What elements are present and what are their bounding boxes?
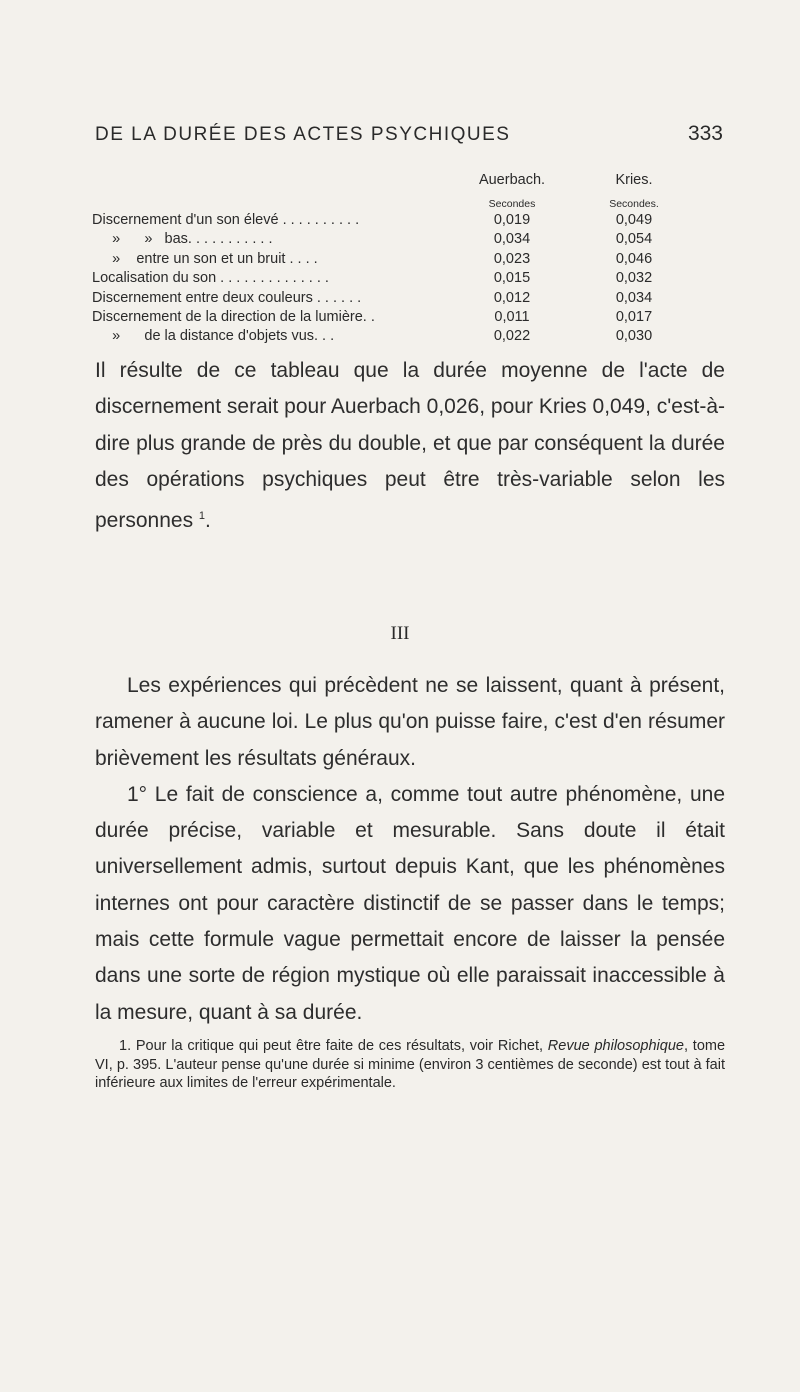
row-label: » de la distance d'objets vus. . . xyxy=(92,328,335,345)
table-body xyxy=(92,212,732,348)
table-row xyxy=(92,270,732,289)
unit-kries: Secondes. xyxy=(609,198,659,210)
auerbach-value: 0,012 xyxy=(493,289,531,306)
row-label: » » bas. . . . . . . . . . . xyxy=(92,231,273,248)
table-header xyxy=(92,172,732,212)
row-label: Discernement entre deux couleurs . . . . . . xyxy=(92,289,362,306)
paragraph-point-1: 1° Le fait de conscience a, comme tout autre phénomène, une durée précise, variable et mesurable. Sans doute il était universellement admis, surtout depuis Kant, que les phénomènes internes ont pour caractère distinctif de se passer dans le temps; mais cette formule vague permettait encore de laisser la pensée dans une sorte de région mystique où elle paraissait inaccessible à la mesure, quant à sa durée. xyxy=(95,782,725,1024)
table-row xyxy=(92,290,732,309)
footnote-ref: 1 xyxy=(198,510,206,523)
row-label: Discernement d'un son élevé . . . . . . . . . . xyxy=(92,212,360,228)
timing-table xyxy=(92,172,732,348)
footnote-journal: Revue philosophique xyxy=(547,1038,684,1054)
table-row xyxy=(92,212,732,231)
row-label: » entre un son et un bruit . . . . xyxy=(92,250,318,267)
auerbach-value: 0,023 xyxy=(493,250,531,267)
row-label: Discernement de la direction de la lumière. . xyxy=(92,308,375,325)
table-row xyxy=(92,231,732,250)
column-header-kries: Kries. xyxy=(615,172,653,188)
page-number: 333 xyxy=(687,122,723,145)
auerbach-value: 0,034 xyxy=(493,231,531,248)
kries-value: 0,046 xyxy=(615,250,653,267)
kries-value: 0,054 xyxy=(615,231,653,248)
kries-value: 0,032 xyxy=(615,270,653,287)
footnote-text-2: , tome VI, p. 395. L'auteur pense qu'une durée si minime (environ 3 centièmes de seconde) est tout à fait inférieure aux limites de l'erreur expérimentale. xyxy=(95,1038,726,1091)
table-row xyxy=(92,251,732,270)
header-title: DE LA DURÉE DES ACTES PSYCHIQUES xyxy=(95,124,511,145)
unit-auerbach: Secondes xyxy=(488,198,536,210)
footnote-text-1: Pour la critique qui peut être faite de ces résultats, voir Richet, xyxy=(135,1038,544,1054)
auerbach-value: 0,019 xyxy=(493,212,531,228)
paragraph-text: Il résulte de ce tableau que la durée moyenne de l'acte de discernement serait pour Auerbach 0,026, pour Kries 0,049, c'est-à-dire plus grande de près du double, et que par conséquent la durée des opérations psychiques peut être très-variable selon les personnes xyxy=(95,359,725,533)
running-header xyxy=(95,122,723,146)
table-row xyxy=(92,328,732,347)
paragraph-results xyxy=(95,668,725,1031)
auerbach-value: 0,011 xyxy=(494,308,530,325)
footnote xyxy=(95,1037,725,1093)
kries-value: 0,034 xyxy=(615,289,653,306)
section-heading: III xyxy=(390,623,410,644)
table-row xyxy=(92,309,732,328)
kries-value: 0,049 xyxy=(615,212,653,228)
kries-value: 0,030 xyxy=(615,328,653,345)
footnote-marker: 1. xyxy=(119,1038,132,1054)
auerbach-value: 0,015 xyxy=(493,270,531,287)
column-header-auerbach: Auerbach. xyxy=(478,172,546,188)
kries-value: 0,017 xyxy=(615,308,653,325)
paragraph-intro: Les expériences qui précèdent ne se laissent, quant à présent, ramener à aucune loi. Le plus qu'on puisse faire, c'est d'en résumer brièvement les résultats généraux. xyxy=(95,674,725,770)
row-label: Localisation du son . . . . . . . . . . . . . . xyxy=(92,270,329,287)
paragraph-conclusion: Il résulte de ce tableau que la durée moyenne de l'acte de discernement serait pour Auerbach 0,026, pour Kries 0,049, c'est-à-dire plus grande de près du double, et que par conséquent la durée des opérations psychiques peut être très-variable selon les personnes $^1$. xyxy=(95,359,725,533)
auerbach-value: 0,022 xyxy=(493,328,531,345)
